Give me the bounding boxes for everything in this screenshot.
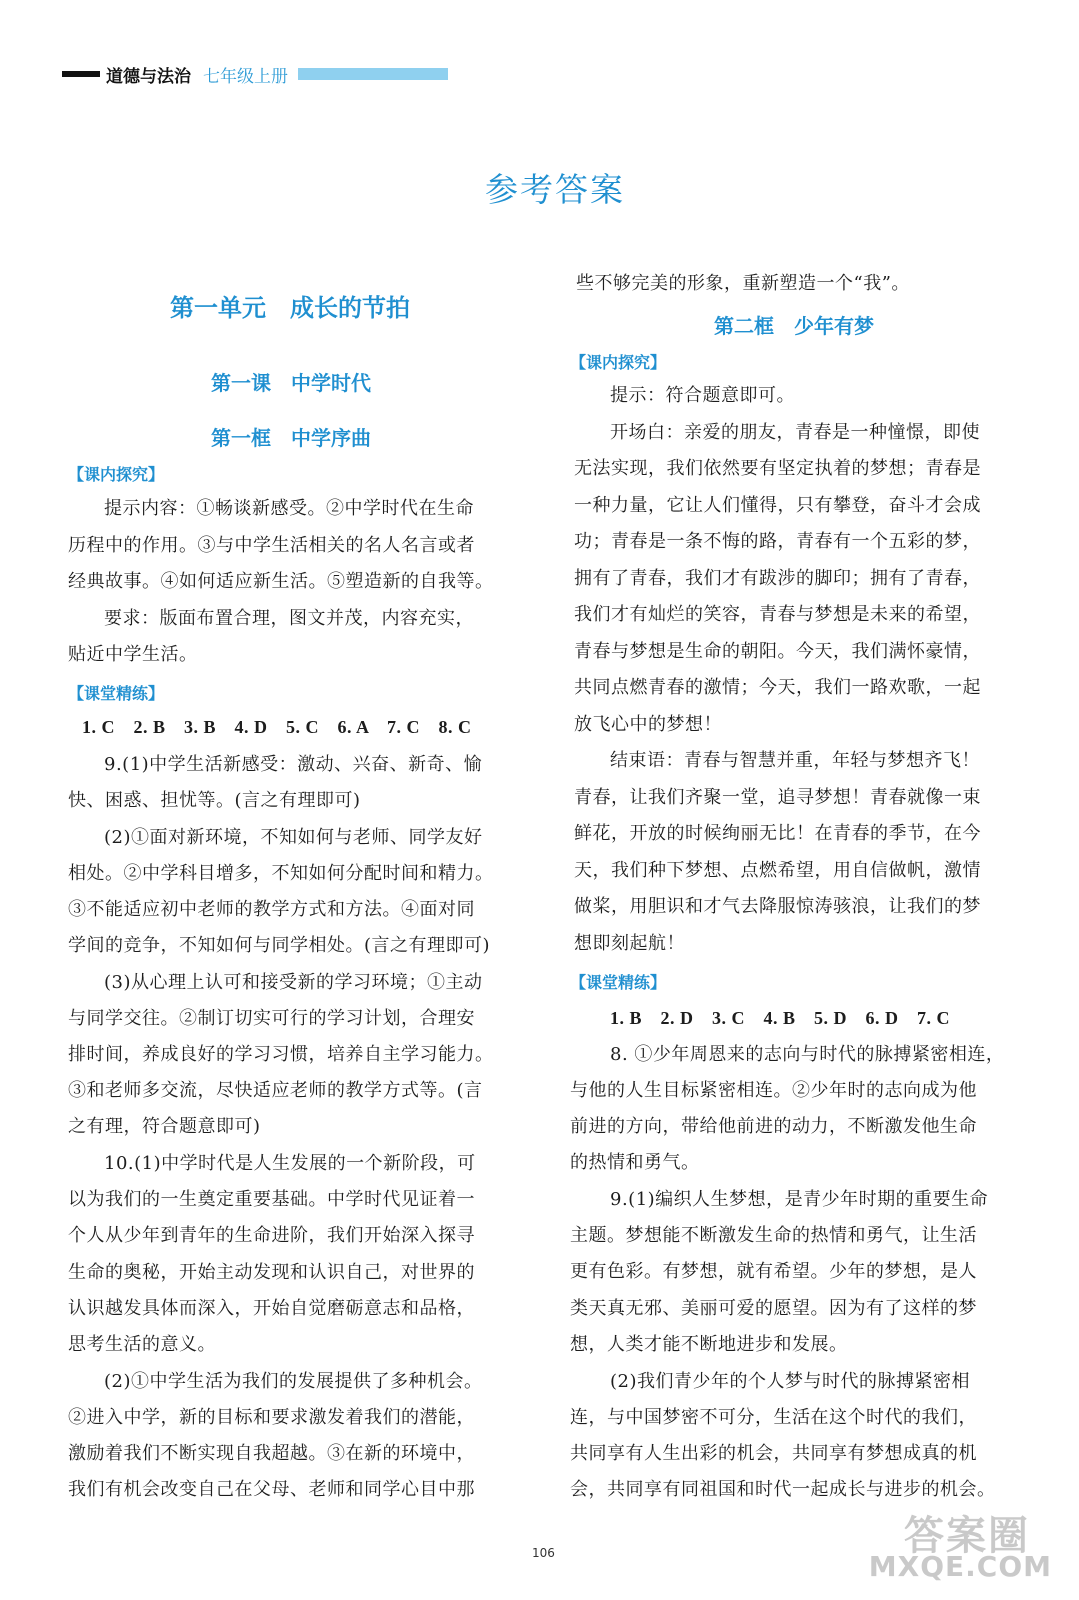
text-line: 生命的奥秘，开始主动发现和认识自己，对世界的	[68, 1262, 475, 1283]
text-line: ③不能适应初中老师的教学方式和方法。④面对同	[68, 899, 475, 920]
watermark-text-bottom: MXQE.COM	[868, 1550, 1052, 1583]
text-line: 的热情和勇气。	[570, 1152, 700, 1173]
text-line: 些不够完美的形象，重新塑造一个“我”。	[576, 273, 910, 294]
frame-title: 第一框 中学序曲	[211, 426, 371, 450]
watermark	[862, 1500, 1052, 1592]
answer-line: 1. C 2. B 3. B 4. D 5. C 6. A 7. C 8. C	[82, 717, 472, 737]
text-line: 主题。梦想能不断激发生命的热情和勇气，让生活	[570, 1225, 977, 1246]
text-line: 结束语：青春与智慧并重，年轻与梦想齐飞！	[610, 750, 980, 771]
text-line: 我们有机会改变自己在父母、老师和同学心目中那	[68, 1479, 475, 1500]
unit-title: 第一单元 成长的节拍	[170, 294, 410, 322]
text-line: 一种力量，它让人们懂得，只有攀登，奋斗才会成	[574, 495, 981, 516]
text-line: 开场白：亲爱的朋友，青春是一种憧憬，即使	[610, 422, 980, 443]
text-line: 以为我们的一生奠定重要基础。中学时代见证着一	[68, 1189, 475, 1210]
text-line: 做桨，用胆识和才气去降服惊涛骇浪，让我们的梦	[574, 896, 981, 917]
text-line: 青春，让我们齐聚一堂，追寻梦想！青春就像一束	[574, 787, 981, 808]
text-line: 更有色彩。有梦想，就有希望。少年的梦想，是人	[570, 1261, 977, 1282]
text-line: 拥有了青春，我们才有跋涉的脚印；拥有了青春，	[574, 568, 981, 589]
lesson-title: 第一课 中学时代	[211, 371, 371, 395]
text-line: 与他的人生目标紧密相连。②少年时的志向成为他	[570, 1080, 977, 1101]
text-line: 思考生活的意义。	[68, 1334, 216, 1355]
text-line: 功；青春是一条不悔的路，青春有一个五彩的梦，	[574, 531, 981, 552]
text-line: 经典故事。④如何适应新生活。⑤塑造新的自我等。	[68, 571, 494, 592]
text-line: 9.(1)中学生活新感受：激动、兴奋、新奇、愉	[104, 754, 483, 775]
text-line: (3)从心理上认可和接受新的学习环境；①主动	[104, 972, 483, 993]
text-line: 排时间，养成良好的学习习惯，培养自主学习能力。	[68, 1044, 494, 1065]
text-line: 相处。②中学科目增多，不知如何分配时间和精力。	[68, 863, 494, 884]
text-line: 个人从少年到青年的生命进阶，我们开始深入探寻	[68, 1225, 475, 1246]
text-line: 会，共同享有同祖国和时代一起成长与进步的机会。	[570, 1479, 996, 1500]
header-subject: 道德与法治	[106, 66, 191, 87]
text-line: 8. ①少年周恩来的志向与时代的脉搏紧密相连，	[610, 1044, 1005, 1065]
text-line: 前进的方向，带给他前进的动力，不断激发他生命	[570, 1116, 977, 1137]
label-explore: 【课内探究】	[68, 465, 165, 484]
header-grade: 七年级上册	[203, 66, 288, 87]
text-line: 提示：符合题意即可。	[610, 385, 795, 406]
frame-title-2: 第二框 少年有梦	[714, 314, 874, 338]
text-line: 连，与中国梦密不可分，生活在这个时代的我们，	[570, 1407, 977, 1428]
label-practice: 【课堂精练】	[68, 684, 165, 703]
text-line: 共同点燃青春的激情；今天，我们一路欢歌，一起	[574, 677, 981, 698]
label-practice-2: 【课堂精练】	[570, 973, 667, 992]
header-stripe	[298, 68, 448, 80]
text-line: (2)①中学生活为我们的发展提供了多种机会。	[104, 1371, 483, 1392]
text-line: 激励着我们不断实现自我超越。③在新的环境中，	[68, 1443, 475, 1464]
text-line: ②进入中学，新的目标和要求激发着我们的潜能，	[68, 1407, 475, 1428]
text-line: 想即刻起航！	[574, 933, 685, 954]
text-line: 学间的竞争，不知如何与同学相处。(言之有理即可)	[68, 935, 491, 956]
text-line: 青春与梦想是生命的朝阳。今天，我们满怀豪情，	[574, 641, 981, 662]
text-line: 之有理，符合题意即可)	[68, 1116, 261, 1137]
header-bar	[62, 71, 100, 77]
text-line: 10.(1)中学时代是人生发展的一个新阶段，可	[104, 1153, 476, 1174]
text-line: 提示内容：①畅谈新感受。②中学时代在生命	[104, 498, 474, 519]
running-header	[62, 62, 448, 86]
watermark-text-top: 答案圈	[904, 1513, 1030, 1559]
text-line: 贴近中学生活。	[68, 644, 198, 665]
text-line: (2)我们青少年的个人梦与时代的脉搏紧密相	[610, 1371, 970, 1392]
text-line: 我们才有灿烂的笑容，青春与梦想是未来的希望，	[574, 604, 981, 625]
page-number: 106	[532, 1546, 555, 1560]
text-line: 与同学交往。②制订切实可行的学习计划，合理安	[68, 1008, 475, 1029]
text-line: 天，我们种下梦想、点燃希望，用自信做帆，激情	[574, 860, 981, 881]
page-title: 参考答案	[485, 170, 625, 209]
text-line: 共同享有人生出彩的机会，共同享有梦想成真的机	[570, 1443, 977, 1464]
text-line: (2)①面对新环境，不知如何与老师、同学友好	[104, 827, 483, 848]
label-explore-2: 【课内探究】	[570, 353, 667, 372]
text-line: 认识越发具体而深入，开始自觉磨砺意志和品格，	[68, 1298, 475, 1319]
text-line: 想，人类才能不断地进步和发展。	[570, 1334, 848, 1355]
text-line: 放飞心中的梦想！	[574, 714, 722, 735]
answer-line: 1. B 2. D 3. C 4. B 5. D 6. D 7. C	[610, 1008, 951, 1028]
text-line: 无法实现，我们依然要有坚定执着的梦想；青春是	[574, 458, 981, 479]
text-line: 鲜花，开放的时候绚丽无比！在青春的季节，在今	[574, 823, 981, 844]
text-line: 9.(1)编织人生梦想，是青少年时期的重要生命	[610, 1189, 989, 1210]
text-line: 类天真无邪、美丽可爱的愿望。因为有了这样的梦	[570, 1298, 977, 1319]
text-line: ③和老师多交流，尽快适应老师的教学方式等。(言	[68, 1080, 483, 1101]
text-line: 要求：版面布置合理，图文并茂，内容充实，	[104, 608, 474, 629]
text-line: 快、困惑、担忧等。(言之有理即可)	[68, 790, 361, 811]
text-line: 历程中的作用。③与中学生活相关的名人名言或者	[68, 535, 475, 556]
